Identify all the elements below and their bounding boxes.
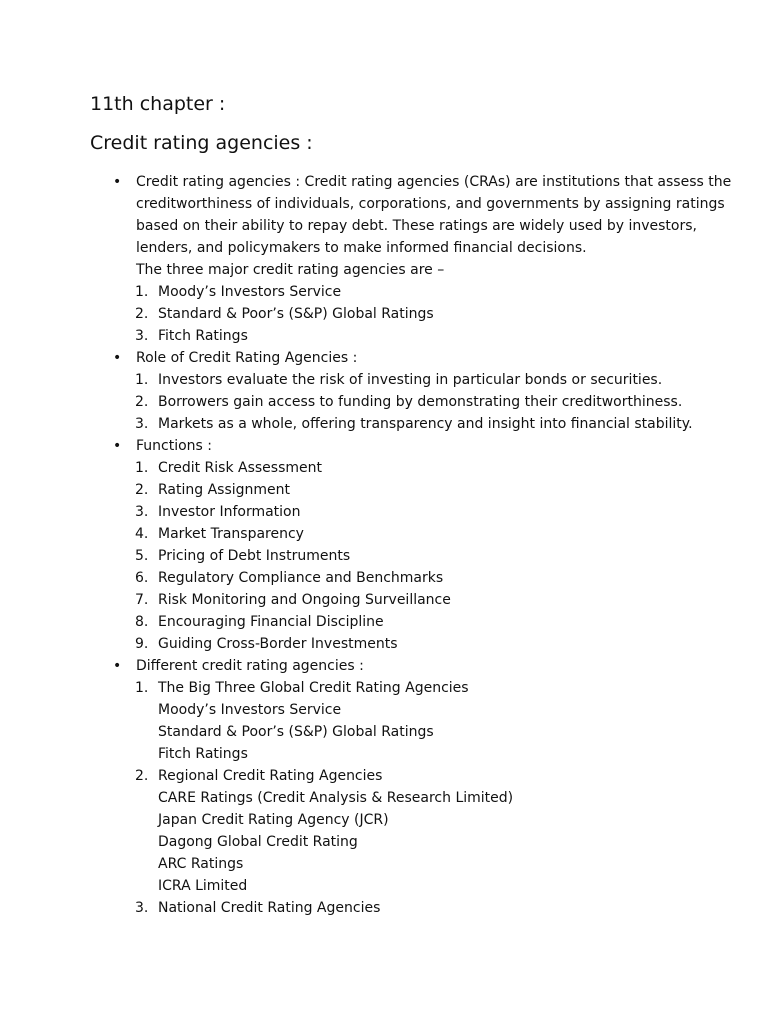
sub-item-text: Moody’s Investors Service [158,702,342,718]
item-number: 2. [135,482,149,498]
item-text: Credit Risk Assessment [158,460,323,476]
bullet-icon: • [113,438,122,454]
item-number: 3. [135,900,149,916]
item-text: Regional Credit Rating Agencies [158,768,383,784]
item-number: 1. [135,372,149,388]
item-text: Risk Monitoring and Ongoing Surveillance [158,592,451,608]
bullet-text: Functions : [136,438,213,454]
numbered-item [0,567,768,589]
item-number: 2. [135,306,149,322]
item-number: 1. [135,680,149,696]
chapter-heading: 11th chapter : [90,93,226,115]
item-number: 7. [135,592,149,608]
sub-item [0,721,768,743]
item-number: 2. [135,394,149,410]
numbered-item [0,501,768,523]
item-number: 3. [135,416,149,432]
item-text: Fitch Ratings [158,328,248,344]
numbered-item [0,897,768,919]
sub-item [0,699,768,721]
numbered-item [0,545,768,567]
bullet-text: Different credit rating agencies : [136,658,364,674]
bullet-line [0,347,768,369]
bullet-line [0,655,768,677]
paragraph-line [0,237,768,259]
sub-item-text: Standard & Poor’s (S&P) Global Ratings [158,724,434,740]
item-text: Regulatory Compliance and Benchmarks [158,570,444,586]
item-number: 1. [135,460,149,476]
paragraph-text: The three major credit rating agencies are – [136,262,445,278]
item-text: Investors evaluate the risk of investing in particular bonds or securities. [158,372,663,388]
item-number: 1. [135,284,149,300]
paragraph-text: lenders, and policymakers to make informed financial decisions. [136,240,587,256]
numbered-item [0,281,768,303]
numbered-item [0,765,768,787]
bullet-text: Credit rating agencies : Credit rating agencies (CRAs) are institutions that assess the [136,174,732,190]
numbered-item [0,633,768,655]
item-text: Encouraging Financial Discipline [158,614,384,630]
numbered-item [0,457,768,479]
bullet-line [0,435,768,457]
item-number: 4. [135,526,149,542]
sub-item-text: Japan Credit Rating Agency (JCR) [158,812,389,828]
item-text: Rating Assignment [158,482,291,498]
sub-item-text: CARE Ratings (Credit Analysis & Research Limited) [158,790,514,806]
item-text: Markets as a whole, offering transparency and insight into financial stability. [158,416,693,432]
numbered-item [0,479,768,501]
numbered-item [0,413,768,435]
item-number: 3. [135,504,149,520]
sub-item [0,853,768,875]
sub-item [0,875,768,897]
item-text: Standard & Poor’s (S&P) Global Ratings [158,306,434,322]
paragraph-text: based on their ability to repay debt. These ratings are widely used by investors, [136,218,697,234]
paragraph-text: creditworthiness of individuals, corporations, and governments by assigning ratings [136,196,725,212]
numbered-item [0,303,768,325]
sub-item [0,809,768,831]
item-number: 5. [135,548,149,564]
item-text: National Credit Rating Agencies [158,900,381,916]
item-text: Moody’s Investors Service [158,284,342,300]
sub-item-text: ARC Ratings [158,856,244,872]
numbered-item [0,677,768,699]
paragraph-line [0,215,768,237]
item-text: Pricing of Debt Instruments [158,548,351,564]
numbered-item [0,589,768,611]
section-title: Credit rating agencies : [90,132,313,154]
item-text: Investor Information [158,504,301,520]
sub-item [0,787,768,809]
bullet-text: Role of Credit Rating Agencies : [136,350,358,366]
item-text: Borrowers gain access to funding by demonstrating their creditworthiness. [158,394,683,410]
bullet-icon: • [113,350,122,366]
sub-item-text: ICRA Limited [158,878,248,894]
item-number: 9. [135,636,149,652]
sub-item [0,831,768,853]
paragraph-line [0,193,768,215]
item-text: Market Transparency [158,526,304,542]
paragraph-line [0,259,768,281]
item-number: 2. [135,768,149,784]
item-text: Guiding Cross-Border Investments [158,636,398,652]
item-number: 3. [135,328,149,344]
sub-item-text: Fitch Ratings [158,746,248,762]
sub-item-text: Dagong Global Credit Rating [158,834,358,850]
bullet-icon: • [113,658,122,674]
document-body [0,171,768,919]
numbered-item [0,325,768,347]
numbered-item [0,611,768,633]
item-number: 8. [135,614,149,630]
bullet-line [0,171,768,193]
numbered-item [0,369,768,391]
item-text: The Big Three Global Credit Rating Agencies [158,680,469,696]
sub-item [0,743,768,765]
bullet-icon: • [113,174,122,190]
item-number: 6. [135,570,149,586]
numbered-item [0,523,768,545]
numbered-item [0,391,768,413]
